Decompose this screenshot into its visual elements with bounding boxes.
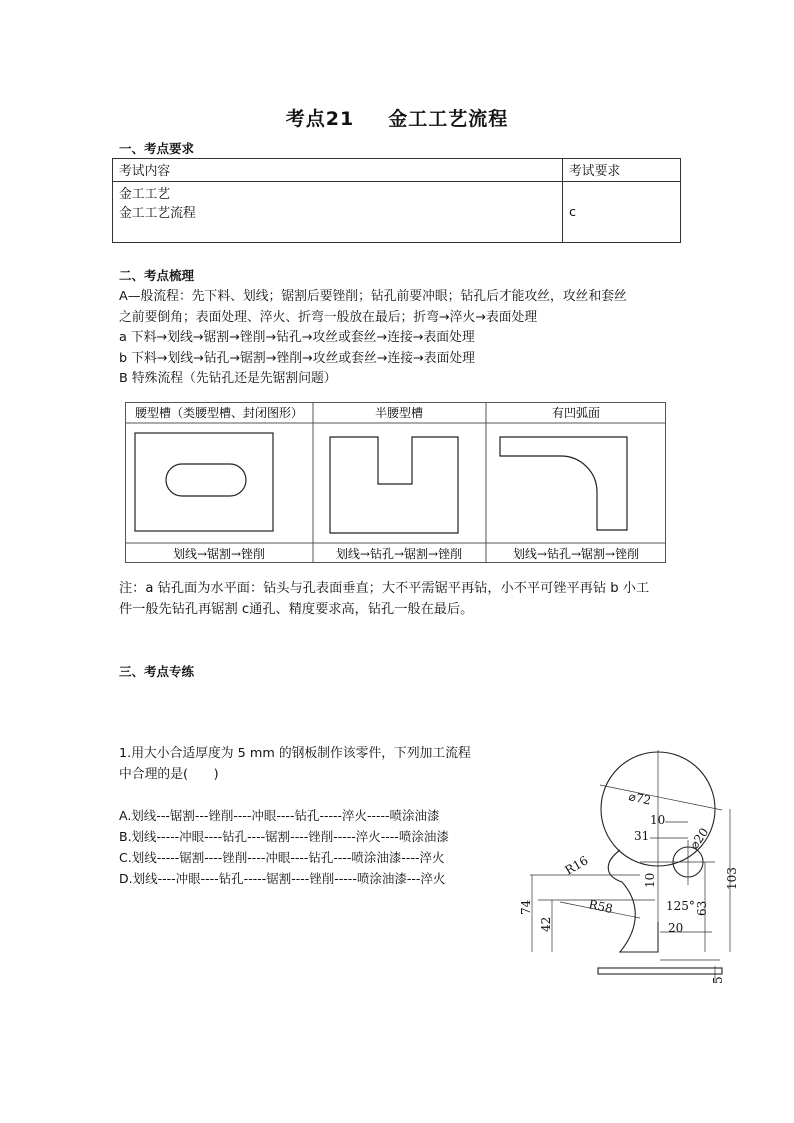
dim-d72: ⌀72: [627, 789, 653, 808]
figure-col2-title: 半腰型槽: [374, 406, 424, 420]
summary-line: 之前要倒角；表面处理、淬火、折弯一般放在最后；折弯→淬火→表面处理: [119, 309, 538, 325]
dim-10: 10: [650, 813, 666, 827]
dim-103: 103: [725, 867, 739, 890]
dim-r16: R16: [562, 853, 591, 878]
requirements-table: [112, 158, 681, 243]
summary-line: b 下料→划线→钻孔→锯割→锉削→攻丝或套丝→连接→表面处理: [119, 350, 475, 366]
section1-heading: 一、考点要求: [119, 141, 195, 156]
figure-col3-flow: 划线→钻孔→锯割→锉削: [512, 547, 640, 561]
summary-line: A—般流程：先下料、划线；锯割后要锉削；钻孔前要冲眼；钻孔后才能攻丝，攻丝和套丝: [119, 289, 627, 304]
question-line: 1.用大小合适厚度为 5 mm 的钢板制作该零件，下列加工流程: [119, 746, 471, 761]
level-value: c: [569, 205, 577, 220]
option-c[interactable]: C.划线-----锯割----锉削----冲眼----钻孔----喷涂油漆----淬火: [119, 850, 445, 865]
figure-col3-title: 有凹弧面: [551, 406, 601, 420]
option-a[interactable]: A.划线---锯割---锉削----冲眼----钻孔-----淬火-----喷涂油漆: [119, 808, 440, 823]
table-header-level: 考试要求: [563, 159, 681, 182]
dim-20: 20: [668, 921, 684, 935]
question-stem: [119, 744, 471, 785]
note-text: [119, 578, 649, 620]
dim-63: 63: [695, 900, 709, 916]
table-row: [113, 182, 681, 243]
option-b[interactable]: B.划线-----冲眼----钻孔----锯割----锉削-----淬火----喷涂油漆: [119, 829, 449, 844]
dim-42: 42: [539, 916, 553, 932]
summary-line: B 特殊流程（先钻孔还是先锯割问题）: [119, 371, 337, 386]
dim-125deg: 125°: [666, 899, 695, 913]
waist-slot-plate: [135, 433, 273, 531]
figure-col1-title: 腰型槽（类腰型槽、封闭图形）: [134, 406, 304, 420]
dim-r58: R58: [587, 897, 615, 916]
dim-10-vertical: 10: [643, 872, 657, 888]
dim-74: 74: [519, 899, 533, 915]
question-line: 中合理的是( ): [119, 766, 219, 782]
concave-arc-part: [500, 437, 627, 530]
question-options: [119, 806, 449, 890]
summary-line: a 下料→划线→锯割→锉削→钻孔→攻丝或套丝→连接→表面处理: [119, 330, 475, 345]
title-code: 考点21: [285, 108, 355, 130]
half-waist-slot: [330, 437, 458, 533]
waist-slot: [166, 464, 246, 496]
table-cell-content: [113, 182, 563, 243]
dim-5: 5: [711, 976, 725, 984]
title-name: 金工工艺流程: [388, 108, 509, 130]
figure-col1-flow: 划线→锯割→锉削: [172, 547, 266, 561]
figure-col2-flow: 划线→钻孔→锯割→锉削: [335, 547, 463, 561]
dim-d20: ⌀20: [686, 825, 712, 852]
process-figure: [125, 402, 666, 563]
section2-heading: 二、考点梳理: [119, 268, 195, 283]
table-header-content: 考试内容: [113, 159, 563, 182]
section3-heading: 三、考点专练: [119, 664, 195, 679]
page-title: [0, 104, 794, 131]
content-line: 金工工艺: [119, 187, 171, 202]
table-cell-level: [563, 182, 681, 243]
dim-31: 31: [634, 829, 650, 843]
content-line: 金工工艺流程: [119, 206, 196, 221]
note-line: 注：a 钻孔面为水平面：钻头与孔表面垂直；大不平需锯平再钻，小不平可锉平再钻 b 小工: [119, 581, 650, 596]
option-d[interactable]: D.划线----冲眼----钻孔-----锯割----锉削-----喷涂油漆---淬火: [119, 871, 446, 886]
part-drawing: [500, 750, 740, 990]
note-line: 件一般先钻孔再锯割 c通孔、精度要求高，钻孔一般在最后。: [119, 602, 474, 617]
side-view: [598, 968, 722, 974]
summary-text: [119, 287, 627, 390]
